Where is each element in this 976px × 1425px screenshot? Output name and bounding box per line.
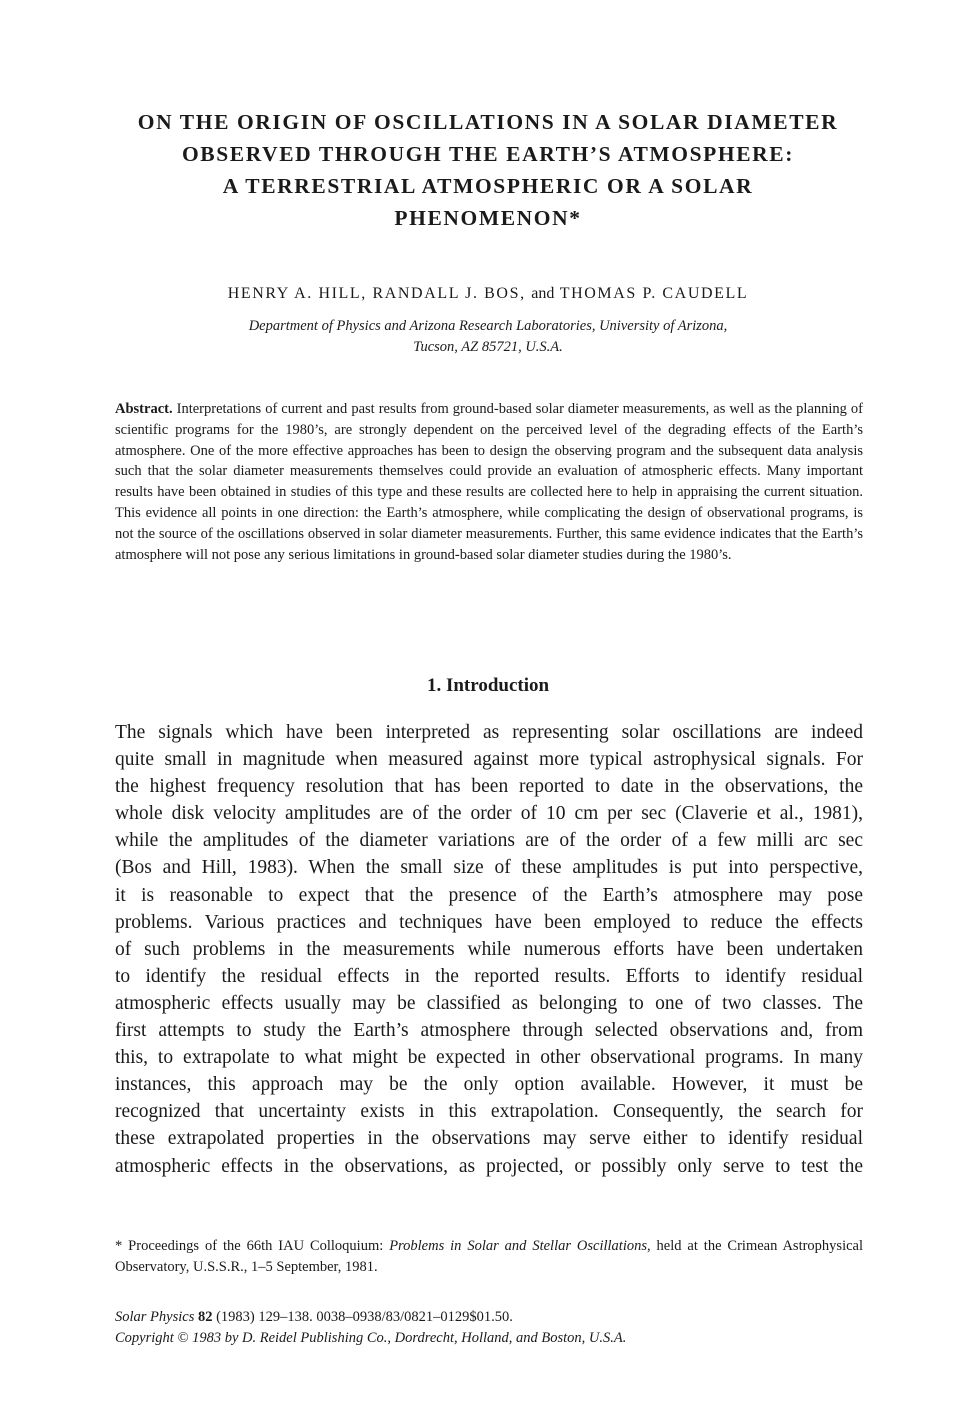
abstract: [115, 399, 863, 565]
body-line: (Bos and Hill, 1983). When the small size of these amplitudes is put into perspective,: [115, 857, 863, 879]
body-line: atmospheric effects in the observations, as projected, or possibly only serve to test the: [115, 1155, 863, 1177]
title-line-1: ON THE ORIGIN OF OSCILLATIONS IN A SOLAR DIAMETER: [137, 110, 839, 134]
journal-copyright: Copyright © 1983 by D. Reidel Publishing Co., Dordrecht, Holland, and Boston, U.S.A.: [115, 1330, 627, 1346]
body-line: quite small in magnitude when measured against more typical astrophysical signals. For: [115, 749, 863, 771]
body-line: problems. Various practices and techniques have been employed to reduce the effects: [115, 911, 863, 933]
abstract-label: Abstract.: [115, 401, 173, 417]
title-line-3: A TERRESTRIAL ATMOSPHERIC OR A SOLAR: [222, 174, 754, 198]
title-line-2: OBSERVED THROUGH THE EARTH’S ATMOSPHERE:: [181, 142, 795, 166]
body-line: of such problems in the measurements while numerous efforts have been undertaken: [115, 938, 863, 960]
section-body: [115, 719, 863, 1180]
footnote-colloquium-title: Problems in Solar and Stellar Oscillations: [389, 1238, 647, 1254]
body-line: recognized that uncertainty exists in this extrapolation. Consequently, the search for: [115, 1101, 863, 1123]
affiliation: [100, 316, 876, 358]
body-line: first attempts to study the Earth’s atmosphere through selected observations and, from: [115, 1020, 863, 1042]
journal-citation: [115, 1307, 863, 1328]
footnote: [115, 1236, 863, 1277]
journal-details: (1983) 129–138. 0038–0938/83/0821–0129$01.50.: [216, 1309, 513, 1325]
body-line: instances, this approach may be the only option available. However, it must be: [115, 1074, 863, 1096]
body-line: these extrapolated properties in the observations may serve either to identify residual: [115, 1128, 863, 1150]
body-line: this, to extrapolate to what might be expected in other observational programs. In many: [115, 1047, 863, 1069]
body-line: it is reasonable to expect that the presence of the Earth’s atmosphere may pose: [115, 884, 863, 906]
footnote-post: , held at the Crimean Astrophysical Observatory, U.S.S.R., 1–5 September, 1981.: [115, 1238, 864, 1275]
journal-name: Solar Physics: [115, 1309, 195, 1325]
author-conjunction: and: [531, 285, 555, 302]
title-line-4: PHENOMENON*: [394, 206, 582, 230]
affiliation-line-1: Department of Physics and Arizona Research Laboratories, University of Arizona,: [248, 318, 728, 334]
section-heading: 1. Introduction: [426, 675, 550, 696]
author-list: [100, 285, 876, 303]
body-line: to identify the residual effects in the reported results. Efforts to identify residual: [115, 965, 863, 987]
body-line: whole disk velocity amplitudes are of the order of 10 cm per sec (Claverie et al., 1981),: [115, 803, 863, 825]
body-line: The signals which have been interpreted as representing solar oscillations are indeed: [115, 722, 863, 743]
author-names-b: THOMAS P. CAUDELL: [559, 285, 749, 302]
body-line: atmospheric effects usually may be classified as belonging to one of two classes. The: [115, 992, 863, 1014]
author-names-a: HENRY A. HILL, RANDALL J. BOS,: [227, 285, 526, 302]
paper-title: [100, 106, 876, 234]
footnote-mark: *: [115, 1238, 123, 1254]
body-line: the highest frequency resolution that has been reported to date in the observations, the: [115, 776, 863, 798]
journal-info: [115, 1307, 863, 1349]
abstract-text: Interpretations of current and past results from ground-based solar diameter measurements, as well as the planning of scientific programs for the 1980’s, are strongly dependent on the perceived level of the degrading effects of the Earth’s atmosphere. One of the more effective approaches has been to design the observing program and the subsequent data analysis such that the solar diameter measurements themselves could provide an evaluation of atmospheric effects. Many important results have been obtained in studies of this type and these results are collected here to help in appraising the current situation. This evidence all points in one direction: the Earth’s atmosphere, while complicating the design of observational programs, is not the source of the oscillations observed in solar diameter measurements. Further, this same evidence indicates that the Earth’s atmosphere will not pose any serious limitations in ground-based solar diameter studies during the 1980’s.: [115, 401, 864, 563]
body-line: while the amplitudes of the diameter variations are of the order of a few milli arc sec: [115, 830, 863, 852]
footnote-pre: Proceedings of the 66th IAU Colloquium:: [128, 1238, 384, 1254]
journal-volume: 82: [197, 1309, 213, 1325]
affiliation-line-2: Tucson, AZ 85721, U.S.A.: [413, 339, 563, 355]
